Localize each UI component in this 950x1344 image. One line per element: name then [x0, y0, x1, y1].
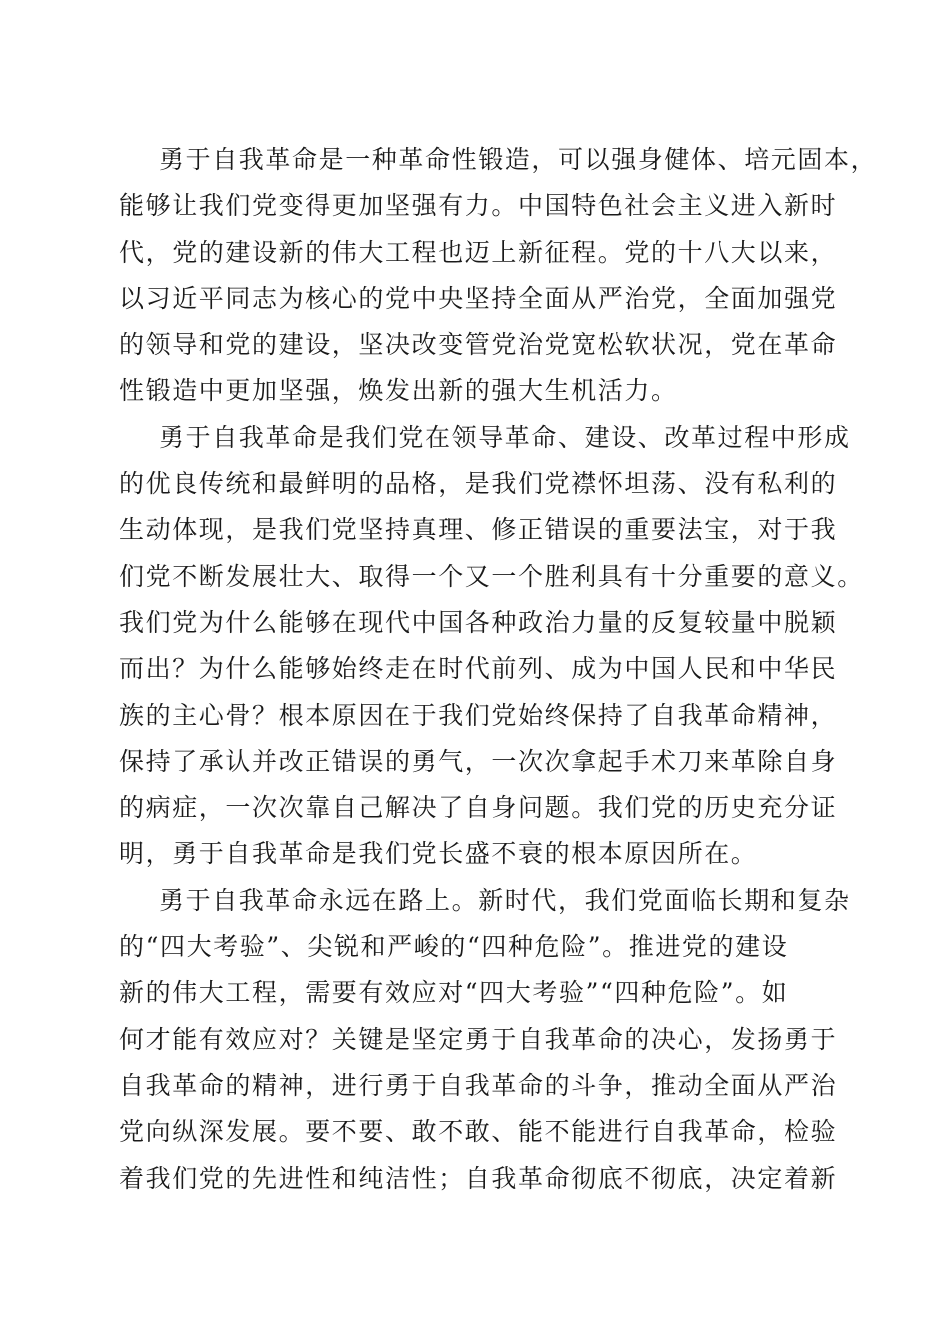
text-line: 们党不断发展壮大、取得一个又一个胜利具有十分重要的意义。	[119, 561, 864, 591]
text-line: 新的伟大工程，需要有效应对“四大考验”“四种危险”。如	[119, 978, 789, 1008]
text-line: 代，党的建设新的伟大工程也迈上新征程。党的十八大以来，	[119, 237, 838, 267]
text-line: 性锻造中更加坚强，焕发出新的强大生机活力。	[119, 376, 678, 406]
paragraph-2	[119, 415, 864, 878]
text-line: 何才能有效应对？关键是坚定勇于自我革命的决心，发扬勇于	[119, 1024, 838, 1054]
text-line: 的优良传统和最鲜明的品格，是我们党襟怀坦荡、没有私利的	[119, 469, 838, 499]
text-line: 保持了承认并改正错误的勇气，一次次拿起手术刀来革除自身	[119, 746, 838, 776]
text-line: 生动体现，是我们党坚持真理、修正错误的重要法宝，对于我	[119, 515, 838, 545]
text-line: 勇于自我革命是一种革命性锻造，可以强身健体、培元固本，	[159, 145, 878, 174]
text-line: 明，勇于自我革命是我们党长盛不衰的根本原因所在。	[119, 839, 758, 869]
text-line: 着我们党的先进性和纯洁性；自我革命彻底不彻底，决定着新	[119, 1163, 838, 1193]
text-line: 勇于自我革命是我们党在领导革命、建设、改革过程中形成	[159, 422, 851, 452]
text-line: 党向纵深发展。要不要、敢不敢、能不能进行自我革命，检验	[119, 1117, 838, 1147]
text-line: 的病症，一次次靠自己解决了自身问题。我们党的历史充分证	[119, 793, 838, 823]
text-line: 的领导和党的建设，坚决改变管党治党宽松软状况，党在革命	[119, 330, 838, 360]
paragraph-1	[119, 137, 878, 415]
text-line: 我们党为什么能够在现代中国各种政治力量的反复较量中脱颖	[119, 607, 838, 637]
text-line: 能够让我们党变得更加坚强有力。中国特色社会主义进入新时	[119, 191, 838, 221]
text-line: 而出？为什么能够始终走在时代前列、成为中国人民和中华民	[119, 654, 838, 684]
text-line: 勇于自我革命永远在路上。新时代，我们党面临长期和复杂	[159, 885, 851, 915]
paragraph-3	[119, 878, 851, 1202]
text-line: 以习近平同志为核心的党中央坚持全面从严治党，全面加强党	[119, 283, 838, 313]
text-line: 的“四大考验”、尖锐和严峻的“四种危险”。推进党的建设	[119, 932, 789, 962]
document-body	[119, 137, 878, 1202]
text-line: 自我革命的精神，进行勇于自我革命的斗争，推动全面从严治	[119, 1070, 838, 1100]
text-line: 族的主心骨？根本原因在于我们党始终保持了自我革命精神，	[119, 700, 838, 730]
